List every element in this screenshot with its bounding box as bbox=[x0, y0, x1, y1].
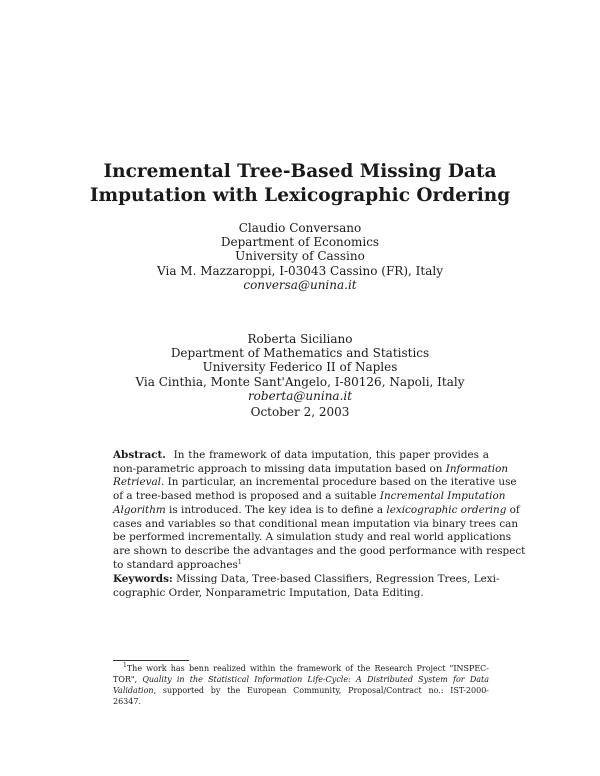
paper-date: October 2, 2003 bbox=[250, 405, 350, 419]
keywords: Keywords: Missing Data, Tree-based Classifiers, Regression Trees, Lexi- cographic Order, Nonparametric Imputation, Data Editing. bbox=[113, 573, 500, 599]
footnote: $^1$The work has benn realized within the framework of the Research Project "INSPEC- TOR", Quality in the Statistical Information Life-Cycle: A Distributed System for Data Validation, supported by the European Community, Proposal/Contract no.: IST-2000- 26347. bbox=[113, 662, 489, 706]
author-department: Department of Mathematics and Statistics bbox=[170, 346, 430, 361]
abstract-label: Abstract. bbox=[113, 449, 166, 461]
author-university: University Federico II of Naples bbox=[202, 360, 398, 375]
footnote-rule bbox=[113, 660, 189, 661]
paper-title bbox=[0, 160, 600, 208]
author-address: Via M. Mazzaroppi, I-03043 Cassino (FR), Italy bbox=[157, 263, 443, 278]
title-line-2: Imputation with Lexicographic Ordering bbox=[89, 185, 511, 206]
footnote-marker[interactable]: 1 bbox=[237, 558, 242, 566]
author-university: University of Cassino bbox=[235, 249, 365, 264]
author-department: Department of Economics bbox=[220, 235, 380, 250]
author-name: Claudio Conversano bbox=[238, 221, 362, 235]
footnote-number: 1 bbox=[123, 662, 127, 669]
author-address: Via Cinthia, Monte Sant'Angelo, I-80126, Napoli, Italy bbox=[135, 374, 465, 389]
abstract: Abstract. In the framework of data imputation, this paper provides a non-parametric approach to missing data imputation based on Information Retrieval. In particular, an incremental procedure based on the iterative use of a tree-based method is proposed and a suitable Incremental Imputation Algorithm is introduced. The key idea is to define a lexicographic ordering of cases and variables so that conditional mean imputation via binary trees can be performed incrementally. A simulation study and real world applications are shown to describe the advantages and the good performance with respect to standard approaches$^1$ bbox=[113, 449, 526, 571]
title-line-1: Incremental Tree-Based Missing Data bbox=[103, 161, 497, 182]
keywords-label: Keywords: bbox=[113, 573, 173, 585]
author-name: Roberta Siciliano bbox=[247, 332, 353, 346]
author-email[interactable]: roberta@unina.it bbox=[247, 388, 353, 403]
author-block-2 bbox=[0, 332, 600, 403]
author-block-1 bbox=[0, 221, 600, 292]
author-email[interactable]: conversa@unina.it bbox=[243, 277, 357, 292]
